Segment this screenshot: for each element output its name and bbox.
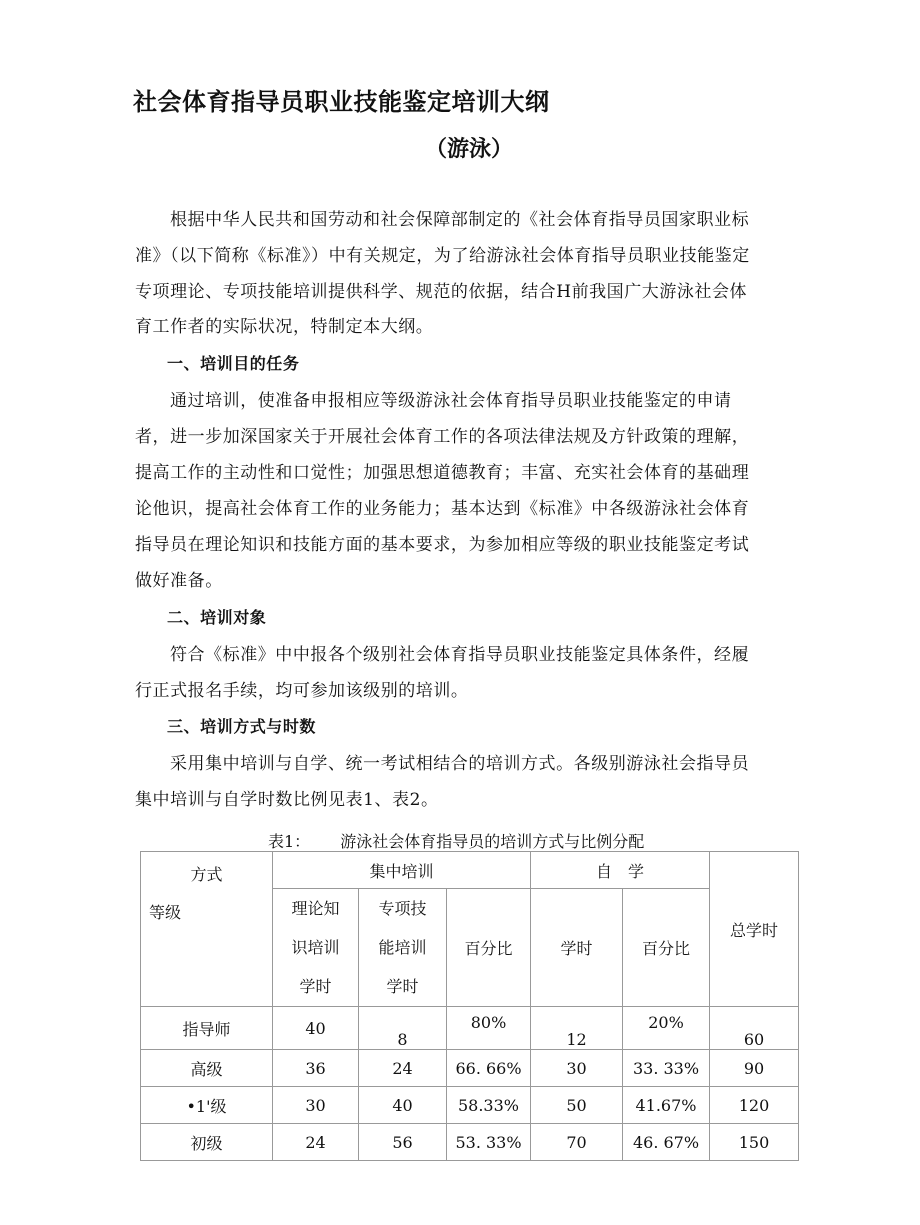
level-cell: 指导师 bbox=[141, 1007, 273, 1050]
value-cell: 50 bbox=[531, 1087, 623, 1124]
corner-top-label: 方式 bbox=[190, 865, 223, 884]
level-cell: •1'级 bbox=[141, 1087, 273, 1124]
paragraph-line: 通过培训，使准备申报相应等级游泳社会体育指导员职业技能鉴定的申请 bbox=[170, 391, 732, 411]
paragraph-line: 符合《标准》中中报各个级别社会体育指导员职业技能鉴定具体条件，经履 bbox=[170, 645, 750, 665]
table-row bbox=[141, 1007, 799, 1050]
document-subtitle: （游泳） bbox=[425, 137, 514, 162]
sub-header: 百分比 bbox=[447, 889, 531, 1007]
paragraph-line: 专项理论、专项技能培训提供科学、规范的依据，结合H前我国广大游泳社会体 bbox=[135, 282, 748, 302]
group-header: 自 学 bbox=[531, 852, 710, 889]
sub-header: 理论知 识培训 学时 bbox=[273, 889, 359, 1007]
value-cell: 56 bbox=[359, 1124, 447, 1161]
total-header: 总学时 bbox=[710, 852, 799, 1007]
value-cell: 70 bbox=[531, 1124, 623, 1161]
sub-header: 百分比 bbox=[623, 889, 710, 1007]
value-cell: 24 bbox=[273, 1124, 359, 1161]
caption-text: 游泳社会体育指导员的培训方式与比例分配 bbox=[340, 832, 645, 851]
training-ratio-table bbox=[140, 851, 799, 1161]
value-cell: 12 bbox=[531, 1007, 623, 1050]
paragraph-line: 集中培训与自学时数比例见表1、表2。 bbox=[135, 790, 439, 810]
value-cell: 150 bbox=[710, 1124, 799, 1161]
section-heading: 二、培训对象 bbox=[167, 608, 267, 627]
section-heading: 三、培训方式与时数 bbox=[167, 717, 316, 736]
level-cell: 初级 bbox=[141, 1124, 273, 1161]
section-heading: 一、培训目的任务 bbox=[167, 354, 300, 373]
caption-number: 表1： bbox=[268, 832, 311, 851]
paragraph-line: 做好准备。 bbox=[135, 571, 223, 591]
value-cell: 90 bbox=[710, 1050, 799, 1087]
paragraph-line: 指导员在理论知识和技能方面的基本要求，为参加相应等级的职业技能鉴定考试 bbox=[135, 535, 750, 555]
sub-header: 学时 bbox=[531, 889, 623, 1007]
value-cell: 8 bbox=[359, 1007, 447, 1050]
table-row bbox=[141, 1050, 799, 1087]
value-cell: 60 bbox=[710, 1007, 799, 1050]
value-cell: 53. 33% bbox=[447, 1124, 531, 1161]
paragraph-line: 准》（以下简称《标准》）中有关规定，为了给游泳社会体育指导员职业技能鉴定 bbox=[135, 246, 750, 266]
value-cell: 66. 66% bbox=[447, 1050, 531, 1087]
paragraph-line: 育工作者的实际状况，特制定本大纲。 bbox=[135, 317, 434, 337]
paragraph-line: 论他识，提高社会体育工作的业务能力；基本达到《标准》中各级游泳社会体育 bbox=[135, 499, 750, 519]
document-title: 社会体育指导员职业技能鉴定培训大纲 bbox=[133, 88, 550, 116]
value-cell: 30 bbox=[273, 1087, 359, 1124]
sub-header: 专项技 能培训 学时 bbox=[359, 889, 447, 1007]
table-caption bbox=[268, 829, 644, 852]
value-cell: 46. 67% bbox=[623, 1124, 710, 1161]
paragraph-line: 提高工作的主动性和口觉性；加强思想道德教育；丰富、充实社会体育的基础理 bbox=[135, 463, 750, 483]
corner-header-cell bbox=[141, 852, 273, 1007]
paragraph-line: 者，进一步加深国家关于开展社会体育工作的各项法律法规及方针政策的理解， bbox=[135, 427, 750, 447]
paragraph-line: 根据中华人民共和国劳动和社会保障部制定的《社会体育指导员国家职业标 bbox=[170, 210, 750, 230]
value-cell: 40 bbox=[359, 1087, 447, 1124]
level-cell: 高级 bbox=[141, 1050, 273, 1087]
paragraph-line: 采用集中培训与自学、统一考试相结合的培训方式。各级别游泳社会指导员 bbox=[170, 754, 750, 774]
table-row bbox=[141, 1124, 799, 1161]
table-row bbox=[141, 1087, 799, 1124]
value-cell: 40 bbox=[273, 1007, 359, 1050]
value-cell: 58.33% bbox=[447, 1087, 531, 1124]
value-cell: 120 bbox=[710, 1087, 799, 1124]
value-cell: 20% bbox=[623, 1007, 710, 1050]
value-cell: 30 bbox=[531, 1050, 623, 1087]
paragraph-line: 行正式报名手续，均可参加该级别的培训。 bbox=[135, 681, 469, 701]
value-cell: 33. 33% bbox=[623, 1050, 710, 1087]
value-cell: 80% bbox=[447, 1007, 531, 1050]
corner-bottom-label: 等级 bbox=[149, 903, 182, 922]
value-cell: 24 bbox=[359, 1050, 447, 1087]
value-cell: 41.67% bbox=[623, 1087, 710, 1124]
group-header: 集中培训 bbox=[273, 852, 531, 889]
value-cell: 36 bbox=[273, 1050, 359, 1087]
